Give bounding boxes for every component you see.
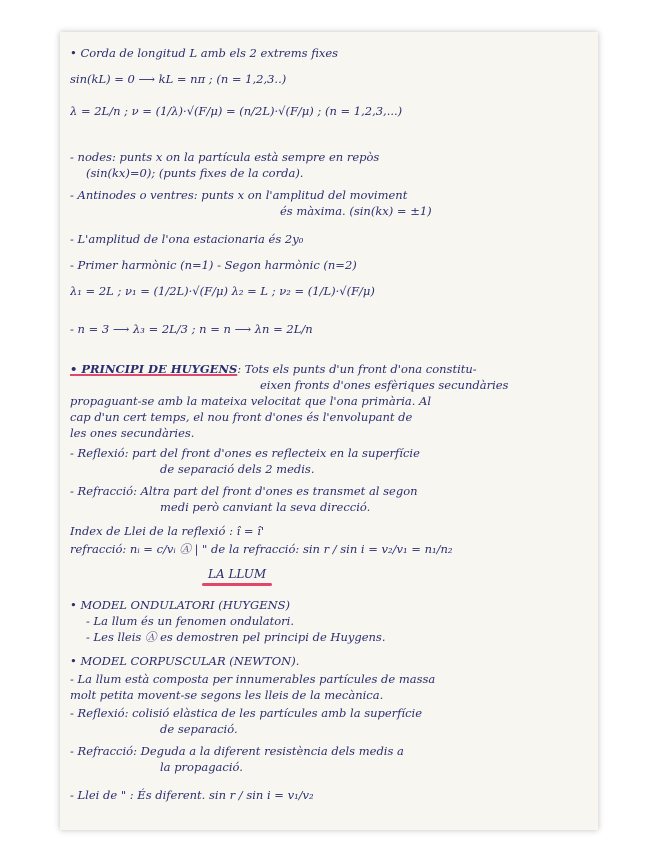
note-line: eixen fronts d'ones esfèriques secundàries: [260, 378, 509, 392]
note-line: - La llum està composta per innumerables partícules de massa: [70, 672, 436, 686]
note-line: - La llum és un fenomen ondulatori.: [86, 614, 295, 628]
note-line: - Llei de " : És diferent. sin r / sin i = v₁/v₂: [70, 788, 314, 802]
note-line: és màxima. (sin(kx) = ±1): [280, 204, 432, 218]
note-line: - n = 3 ⟶ λ₃ = 2L/3 ; n = n ⟶ λn = 2L/n: [70, 322, 313, 336]
note-line: λ = 2L/n ; ν = (1/λ)·√(F/μ) = (n/2L)·√(F/μ) ; (n = 1,2,3,...): [70, 104, 403, 118]
note-line: medi però canviant la seva direcció.: [160, 500, 371, 514]
note-line: - Refracció: Altra part del front d'ones es transmet al segon: [70, 484, 418, 498]
note-line: la propagació.: [160, 760, 243, 774]
notebook-page: [60, 32, 598, 830]
huygens-heading: • PRINCIPI DE HUYGENS: [70, 362, 238, 376]
note-line: refracció: nᵢ = c/vᵢ Ⓐ | " de la refracció: sin r / sin i = v₂/v₁ = n₁/n₂: [70, 542, 453, 556]
note-line: • MODEL CORPUSCULAR (NEWTON).: [70, 654, 300, 668]
la-llum-title: LA LLUM: [208, 567, 267, 581]
note-line: les ones secundàries.: [70, 426, 195, 440]
note-line: - Reflexió: colisió elàstica de les partícules amb la superfície: [70, 706, 423, 720]
note-line: molt petita movent-se segons les lleis de la mecànica.: [70, 688, 384, 702]
note-line: cap d'un cert temps, el nou front d'ones és l'envolupant de: [70, 410, 413, 424]
note-line: (sin(kx)=0); (punts fixes de la corda).: [86, 166, 304, 180]
note-line: propaguant-se amb la mateixa velocitat que l'ona primària. Al: [70, 394, 432, 408]
note-line: - Primer harmònic (n=1) - Segon harmònic (n=2): [70, 258, 357, 272]
note-line: sin(kL) = 0 ⟶ kL = nπ ; (n = 1,2,3..): [70, 72, 287, 86]
note-line: de separació.: [160, 722, 238, 736]
note-line: de separació dels 2 medis.: [160, 462, 315, 476]
note-line: - Les lleis Ⓐ es demostren pel principi de Huygens.: [86, 630, 386, 644]
note-line: • MODEL ONDULATORI (HUYGENS): [70, 598, 291, 612]
note-line: - Reflexió: part del front d'ones es reflecteix en la superfície: [70, 446, 420, 460]
note-line: - nodes: punts x on la partícula està sempre en repòs: [70, 150, 380, 164]
note-line: Index de Llei de la reflexió : î = î': [70, 524, 265, 538]
note-line: λ₁ = 2L ; ν₁ = (1/2L)·√(F/μ) λ₂ = L ; ν₂ = (1/L)·√(F/μ): [70, 284, 375, 298]
note-line: • Corda de longitud L amb els 2 extrems fixes: [70, 46, 339, 60]
note-line: [70, 362, 588, 376]
note-line: - L'amplitud de l'ona estacionaria és 2y₀: [70, 232, 304, 246]
note-line: - Antinodes o ventres: punts x on l'amplitud del moviment: [70, 188, 408, 202]
note-line-text: : Tots els punts d'un front d'ona constitu-: [237, 362, 477, 376]
note-line: - Refracció: Deguda a la diferent resistència dels medis a: [70, 744, 404, 758]
